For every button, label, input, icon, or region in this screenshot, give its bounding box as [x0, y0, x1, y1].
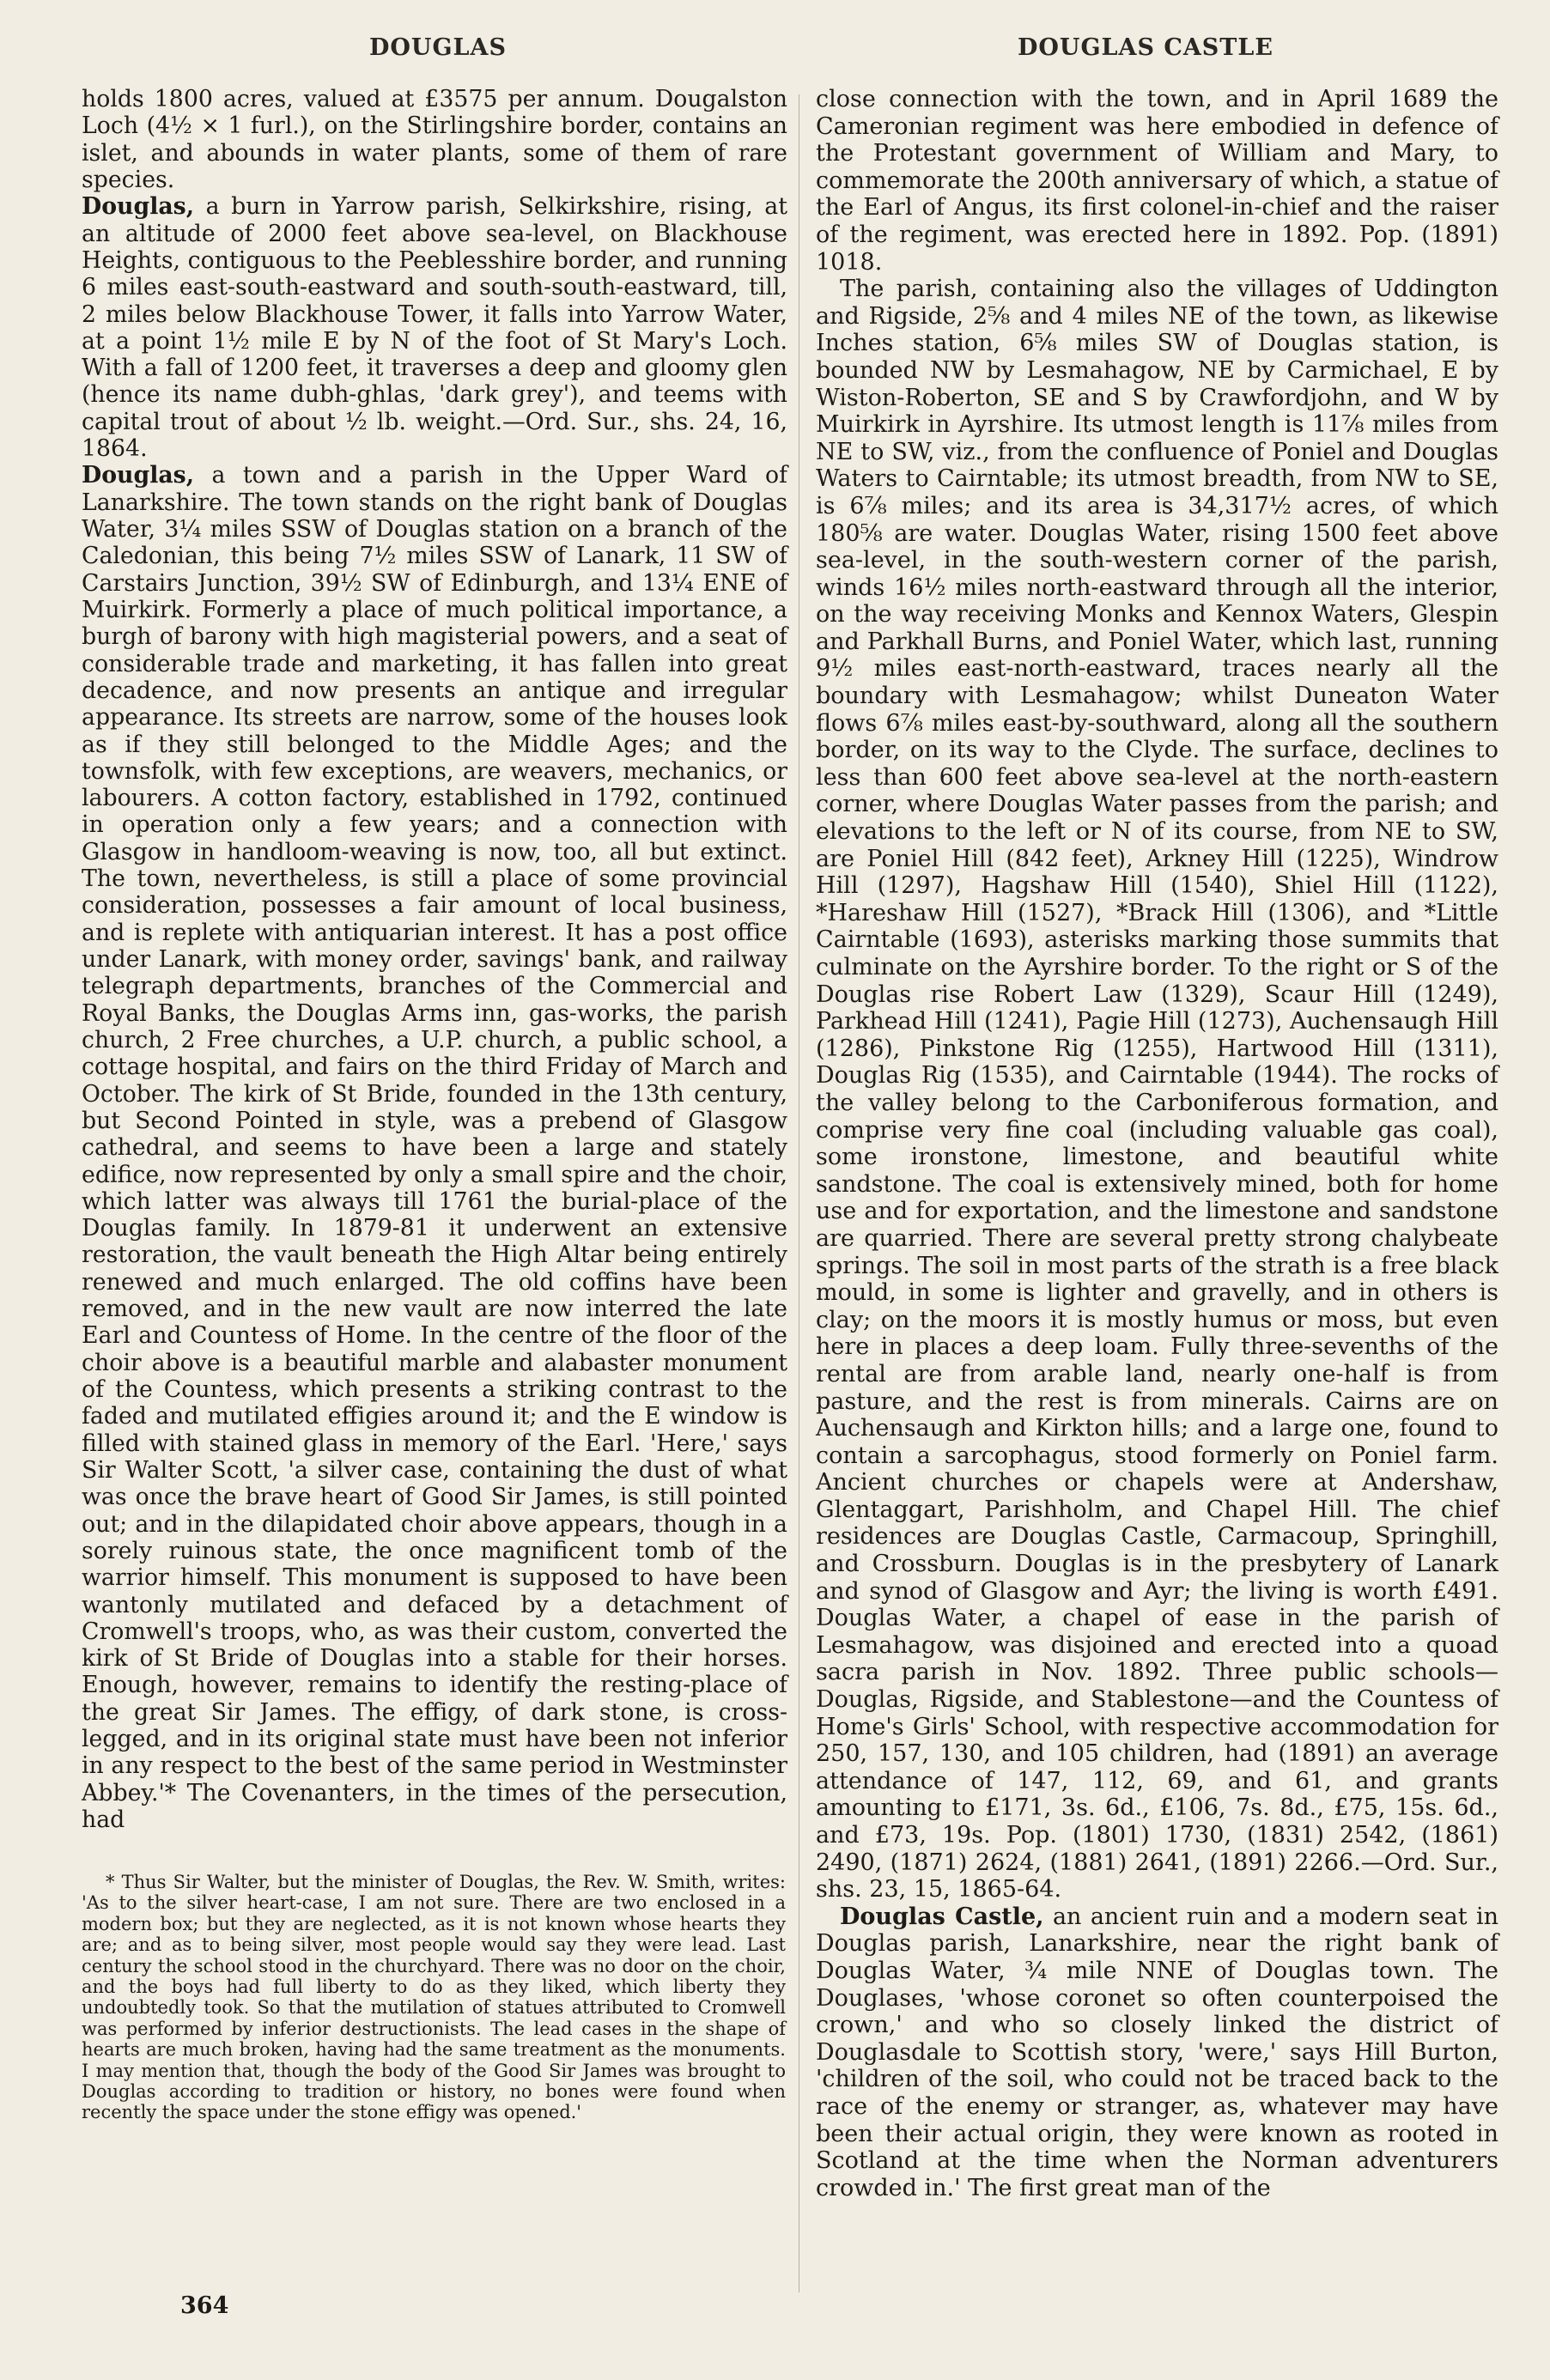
- entry-text: a burn in Yarrow parish, Selkirkshire, rising, at an altitude of 2000 feet above sea-level, on Blackhouse Heights, contiguous to the Peeblesshire border, and running 6 miles east-south-eastward and south-south-eastward, till, 2 miles below Blackhouse Tower, it falls into Yarrow Water, at a point 1½ mile E by N of the foot of St Mary's Loch. With a fall of 1200 feet, it traverses a deep and gloomy glen (hence its name dubh-ghlas, 'dark grey'), and teems with capital trout of about ½ lb. weight.—Ord. Sur., shs. 24, 16, 1864.: [82, 193, 787, 463]
- entry-text: an ancient ruin and a modern seat in Douglas parish, Lanarkshire, near the right bank of Douglas Water, ¾ mile NNE of Douglas town. The Douglases, 'whose coronet so often counterpoised the crown,' and who so closely linked the district of Douglasdale to Scottish story, 'were,' says Hill Burton, 'children of the soil, who could not be traced back to the race of the enemy or stranger, as, whatever may have been their actual origin, they were known as rooted in Scotland at the time when the Norman adventurers crowded in.' The first great man of the: [816, 1903, 1498, 2201]
- running-head-right: DOUGLAS CASTLE: [1018, 34, 1273, 61]
- running-head-left: DOUGLAS: [369, 34, 507, 61]
- footnote: [82, 1872, 786, 2123]
- left-column: [82, 86, 787, 1833]
- paragraph-cameronian-regiment: close connection with the town, and in April 1689 the Cameronian regiment was here embodied in defence of the Protestant government of William and Mary, to commemorate the 200th anniversary of which, a statue of the Earl of Angus, its first colonel-in-chief and the raiser of the regiment, was erected here in 1892. Pop. (1891) 1018.: [816, 86, 1498, 276]
- paragraph-dougalston-loch: holds 1800 acres, valued at £3575 per annum. Dougalston Loch (4½ × 1 furl.), on the Stirlingshire border, contains an islet, and abounds in water plants, some of them of rare species.: [82, 86, 787, 193]
- entry-douglas-castle: [816, 1903, 1498, 2202]
- entry-headword: Douglas,: [82, 462, 195, 489]
- paragraph-parish: The parish, containing also the villages of Uddington and Rigside, 2⅝ and 4 miles NE of the town, as likewise Inches station, 6⅝ miles SW of Douglas station, is bounded NW by Lesmahagow, NE by Carmichael, E by Wiston-Roberton, SE and S by Crawfordjohn, and W by Muirkirk in Ayrshire. Its utmost length is 11⅞ miles from NE to SW, viz., from the confluence of Poniel and Douglas Waters to Cairntable; its utmost breadth, from NW to SE, is 6⅞ miles; and its area is 34,317½ acres, of which 180⅝ are water. Douglas Water, rising 1500 feet above sea-level, in the south-western corner of the parish, winds 16½ miles north-eastward through all the interior, on the way receiving Monks and Kennox Waters, Glespin and Parkhall Burns, and Poniel Water, which last, running 9½ miles east-north-eastward, traces nearly all the boundary with Lesmahagow; whilst Duneaton Water flows 6⅞ miles east-by-southward, along all the southern border, on its way to the Clyde. The surface, declines to less than 600 feet above sea-level at the north-eastern corner, where Douglas Water passes from the parish; and elevations to the left or N of its course, from NE to SW, are Poniel Hill (842 feet), Arkney Hill (1225), Windrow Hill (1297), Hagshaw Hill (1540), Shiel Hill (1122), *Hareshaw Hill (1527), *Brack Hill (1306), and *Little Cairntable (1693), asterisks marking those summits that culminate on the Ayrshire border. To the right or S of the Douglas rise Robert Law (1329), Scaur Hill (1249), Parkhead Hill (1241), Pagie Hill (1273), Auchensaugh Hill (1286), Pinkstone Rig (1255), Hartwood Hill (1311), Douglas Rig (1535), and Cairntable (1944). The rocks of the valley belong to the Carboniferous formation, and comprise very fine coal (including valuable gas coal), some ironstone, limestone, and beautiful white sandstone. The coal is extensively mined, both for home use and for exportation, and the limestone and sandstone are quarried. There are several pretty strong chalybeate springs. The soil in most parts of the strath is a free black mould, in some is lighter and gravelly, and in others is clay; on the moors it is mostly humus or moss, but even here in places a deep loam. Fully three-sevenths of the rental are from arable land, nearly one-half is from pasture, and the rest is from minerals. Cairns are on Auchensaugh and Kirkton hills; and a large one, found to contain a sarcophagus, stood formerly on Poniel farm. Ancient churches or chapels were at Andershaw, Glentaggart, Parishholm, and Chapel Hill. The chief residences are Douglas Castle, Carmacoup, Springhill, and Crossburn. Douglas is in the presbytery of Lanark and synod of Glasgow and Ayr; the living is worth £491. Douglas Water, a chapel of ease in the parish of Lesmahagow, was disjoined and erected into a quoad sacra parish in Nov. 1892. Three public schools—Douglas, Rigside, and Stablestone—and the Countess of Home's Girls' School, with respective accommodation for 250, 157, 130, and 105 children, had (1891) an average attendance of 147, 112, 69, and 61, and grants amounting to £171, 3s. 6d., £106, 7s. 8d., £75, 15s. 6d., and £73, 19s. Pop. (1801) 1730, (1831) 2542, (1861) 2490, (1871) 2624, (1881) 2641, (1891) 2266.—Ord. Sur., shs. 23, 15, 1865-64.: [816, 276, 1498, 1903]
- entry-headword: Douglas,: [82, 193, 195, 221]
- entry-douglas-burn: [82, 193, 787, 462]
- entry-text: a town and a parish in the Upper Ward of Lanarkshire. The town stands on the right bank of Douglas Water, 3¼ miles SSW of Douglas station on a branch of the Caledonian, this being 7½ miles SSW of Lanark, 11 SW of Carstairs Junction, 39½ SW of Edinburgh, and 13¼ ENE of Muirkirk. Formerly a place of much political importance, a burgh of barony with high magisterial powers, and a seat of considerable trade and marketing, it has fallen into great decadence, and now presents an antique and irregular appearance. Its streets are narrow, some of the houses look as if they still belonged to the Middle Ages; and the townsfolk, with few exceptions, are weavers, mechanics, or labourers. A cotton factory, established in 1792, continued in operation only a few years; and a connection with Glasgow in handloom-weaving is now, too, all but extinct. The town, nevertheless, is still a place of some provincial consideration, possesses a fair amount of local business, and is replete with antiquarian interest. It has a post office under Lanark, with money order, savings' bank, and railway telegraph departments, branches of the Commercial and Royal Banks, the Douglas Arms inn, gas-works, the parish church, 2 Free churches, a U.P. church, a public school, a cottage hospital, and fairs on the third Friday of March and October. The kirk of St Bride, founded in the 13th century, but Second Pointed in style, was a prebend of Glasgow cathedral, and seems to have been a large and stately edifice, now represented by only a small spire and the choir, which latter was always till 1761 the burial-place of the Douglas family. In 1879-81 it underwent an extensive restoration, the vault beneath the High Altar being entirely renewed and much enlarged. The old coffins have been removed, and in the new vault are now interred the late Earl and Countess of Home. In the centre of the floor of the choir above is a beautiful marble and alabaster monument of the Countess, which presents a striking contrast to the faded and mutilated effigies around it; and the E window is filled with stained glass in memory of the Earl. 'Here,' says Sir Walter Scott, 'a silver case, containing the dust of what was once the brave heart of Good Sir James, is still pointed out; and in the dilapidated choir above appears, though in a sorely ruinous state, the once magnificent tomb of the warrior himself. This monument is supposed to have been wantonly mutilated and defaced by a detachment of Cromwell's troops, who, as was their custom, converted the kirk of St Bride of Douglas into a stable for their horses. Enough, however, remains to identify the resting-place of the great Sir James. The effigy, of dark stone, is cross-legged, and in its original state must have been not inferior in any respect to the best of the same period in Westminster Abbey.'* The Covenanters, in the times of the persecution, had: [82, 462, 787, 1833]
- right-column: [816, 86, 1498, 2335]
- page-number: 364: [180, 2292, 229, 2319]
- entry-douglas-town: [82, 462, 787, 1833]
- entry-headword: Douglas Castle,: [840, 1903, 1044, 1930]
- footnote-text: * Thus Sir Walter, but the minister of Douglas, the Rev. W. Smith, writes: 'As to the silver heart-case, I am not sure. There are two enclosed in a modern box; but they are neglected, as it is not known whose hearts they are; and as to being silver, most people would say they were lead. Last century the school stood in the churchyard. There was no door on the choir, and the boys had full liberty to do as they liked, which liberty they undoubtedly took. So that the mutilation of statues attributed to Cromwell was performed by inferior destructionists. The lead cases in the shape of hearts are much broken, having had the same treatment as the monuments. I may mention that, though the body of the Good Sir James was brought to Douglas according to tradition or history, no bones were found when recently the space under the stone effigy was opened.': [82, 1872, 786, 2123]
